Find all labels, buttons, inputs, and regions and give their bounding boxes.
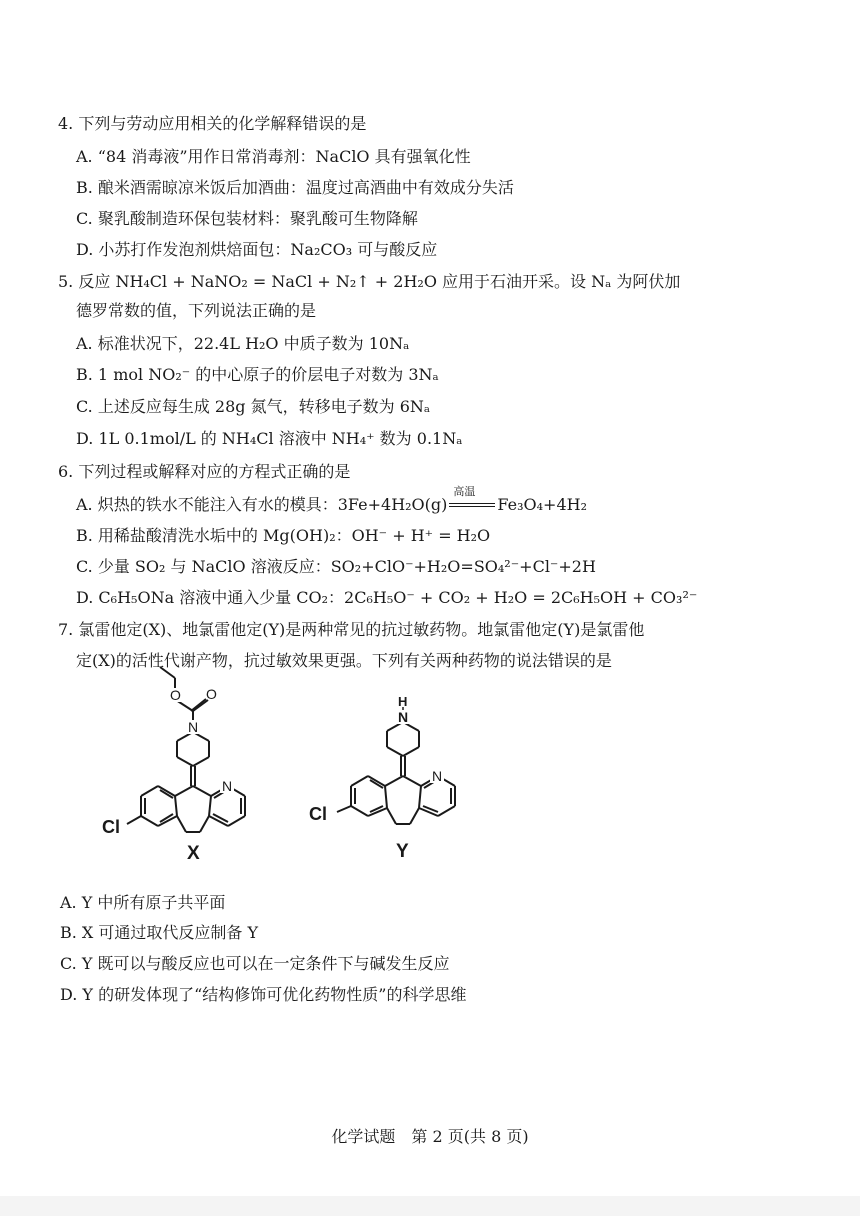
question-5-stem-line1: 5. 反应 NH₄Cl + NaNO₂ = NaCl + N₂↑ + 2H₂O 应用于石油开采。设 Nₐ 为阿伏加	[58, 272, 681, 291]
molecule-y-pyridine-n: N	[432, 768, 443, 784]
reaction-condition: 高温	[453, 485, 476, 498]
molecule-y-label: Y	[396, 841, 409, 862]
question-7-stem-line1: 7. 氯雷他定(X)、地氯雷他定(Y)是两种常见的抗过敏药物。地氯雷他定(Y)是氯雷他	[58, 620, 645, 639]
molecule-x-label: X	[187, 843, 200, 864]
question-4-stem: 4. 下列与劳动应用相关的化学解释错误的是	[58, 114, 367, 133]
question-4-option-b: B. 酿米酒需晾凉米饭后加酒曲：温度过高酒曲中有效成分失活	[76, 178, 514, 197]
high-temp-arrow	[447, 485, 497, 515]
question-6-stem: 6. 下列过程或解释对应的方程式正确的是	[58, 462, 351, 481]
question-7-option-a: A. Y 中所有原子共平面	[60, 893, 226, 912]
question-4-option-c: C. 聚乳酸制造环保包装材料：聚乳酸可生物降解	[76, 209, 418, 228]
molecule-x-ether-oxygen: O	[170, 687, 181, 703]
scan-edge	[0, 1196, 860, 1216]
question-7-option-d: D. Y 的研发体现了“结构修饰可优化药物性质”的科学思维	[60, 985, 467, 1004]
molecule-x-piperidine-n: N	[188, 719, 199, 735]
question-6-option-c: C. 少量 SO₂ 与 NaClO 溶液反应：SO₂+ClO⁻+H₂O=SO₄²⁻+Cl⁻+2H	[76, 557, 596, 576]
question-4-option-a: A. “84 消毒液”用作日常消毒剂：NaClO 具有强氧化性	[76, 147, 471, 166]
question-5-stem-line2: 德罗常数的值，下列说法正确的是	[76, 301, 317, 320]
molecule-y-structure	[300, 690, 490, 880]
molecule-x-carbonyl-oxygen: O	[206, 686, 217, 702]
page-footer: 化学试题 第 2 页(共 8 页)	[331, 1127, 529, 1146]
option-a-products: Fe₃O₄+4H₂	[497, 495, 587, 514]
molecule-y-nh-hydrogen: H	[398, 694, 408, 709]
molecule-y-chlorine: Cl	[309, 804, 327, 824]
question-6-option-a	[76, 485, 587, 515]
question-5-option-a: A. 标准状况下，22.4L H₂O 中质子数为 10Nₐ	[76, 334, 410, 353]
question-4-option-d: D. 小苏打作发泡剂烘焙面包：Na₂CO₃ 可与酸反应	[76, 240, 438, 259]
question-6-option-b: B. 用稀盐酸清洗水垢中的 Mg(OH)₂：OH⁻ + H⁺ = H₂O	[76, 526, 491, 545]
molecule-y-piperidine-n: N	[398, 709, 409, 725]
molecule-x-pyridine-n: N	[222, 778, 233, 794]
question-5-option-b: B. 1 mol NO₂⁻ 的中心原子的价层电子对数为 3Nₐ	[76, 365, 439, 384]
question-7-option-c: C. Y 既可以与酸反应也可以在一定条件下与碱发生反应	[60, 954, 450, 973]
question-5-option-d: D. 1L 0.1mol/L 的 NH₄Cl 溶液中 NH₄⁺ 数为 0.1Nₐ	[76, 429, 463, 448]
question-5-option-c: C. 上述反应每生成 28g 氮气，转移电子数为 6Nₐ	[76, 397, 431, 416]
option-a-reactants: A. 炽热的铁水不能注入有水的模具：3Fe+4H₂O(g)	[76, 495, 448, 514]
molecule-x-chlorine: Cl	[102, 817, 120, 837]
question-7-option-b: B. X 可通过取代反应制备 Y	[60, 923, 259, 942]
question-7-stem-line2: 定(X)的活性代谢产物，抗过敏效果更强。下列有关两种药物的说法错误的是	[76, 651, 612, 670]
question-6-option-d: D. C₆H₅ONa 溶液中通入少量 CO₂：2C₆H₅O⁻ + CO₂ + H₂O = 2C₆H₅OH + CO₃²⁻	[76, 588, 698, 607]
